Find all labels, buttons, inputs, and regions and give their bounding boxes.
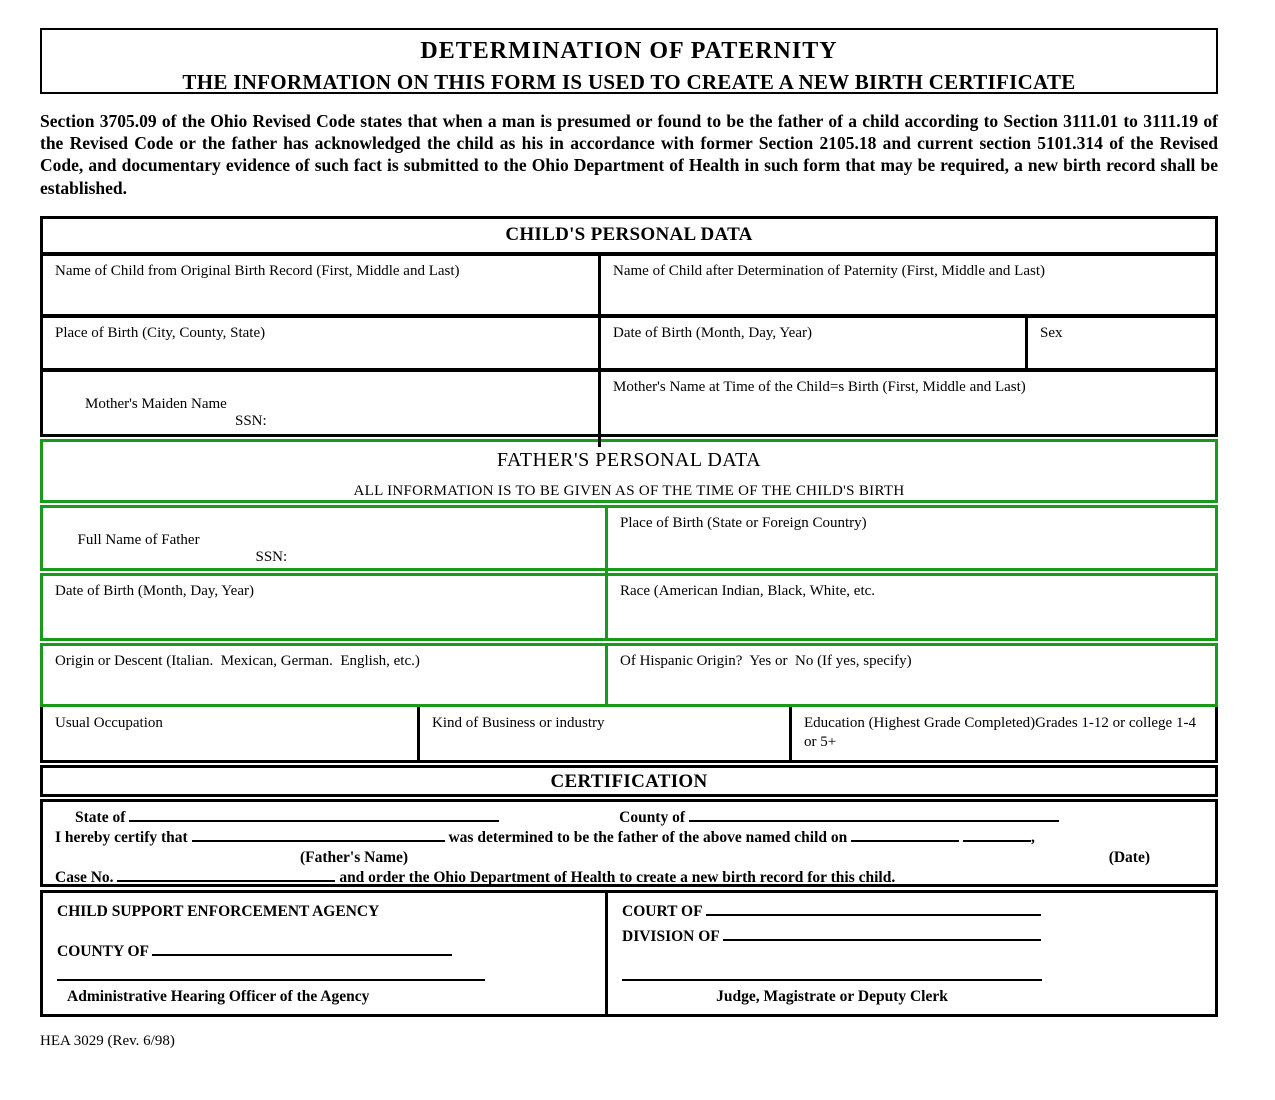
cert-state-county-line xyxy=(55,808,1205,828)
court-of-label: COURT OF xyxy=(622,902,702,920)
father-section-title: FATHER'S PERSONAL DATA xyxy=(496,448,762,471)
field-date-of-birth: Date of Birth (Month, Day, Year) xyxy=(598,318,1025,368)
child-birth-row xyxy=(43,318,1215,368)
field-sex: Sex xyxy=(1025,318,1215,368)
field-mother-maiden-name xyxy=(43,372,598,447)
form-subtitle: THE INFORMATION ON THIS FORM IS USED TO CREATE A NEW BIRTH CERTIFICATE xyxy=(182,70,1076,94)
cert-case-line xyxy=(55,868,1205,888)
county-label: County of xyxy=(619,808,686,826)
signature-section xyxy=(40,890,1218,1017)
county-blank-line xyxy=(689,809,1059,822)
court-signature-group xyxy=(622,968,1201,1006)
field-origin-or-descent: Origin or Descent (Italian. Mexican, German. English, etc.) xyxy=(55,652,420,669)
field-mother-name-at-birth: Mother's Name at Time of the Child=s Birth (First, Middle and Last) xyxy=(598,372,1215,447)
child-personal-data-table xyxy=(40,216,1218,437)
cert-certify-line xyxy=(55,828,1205,848)
father-origin-row xyxy=(40,643,1218,707)
division-of-blank-line xyxy=(723,928,1041,941)
court-of-blank-line xyxy=(706,903,1041,916)
father-section-header xyxy=(40,439,1218,503)
court-box xyxy=(605,893,1215,1014)
agency-signature-caption: Administrative Hearing Officer of the Agency xyxy=(67,987,370,1005)
field-father-race: Race (American Indian, Black, White, etc. xyxy=(605,576,1215,638)
field-kind-of-business: Kind of Business or industry xyxy=(417,707,789,760)
occupation-row xyxy=(40,707,1218,763)
child-section-title: CHILD'S PERSONAL DATA xyxy=(505,223,753,245)
mother-row xyxy=(43,372,1215,434)
form-title: DETERMINATION OF PATERNITY xyxy=(420,38,838,64)
state-label: State of xyxy=(75,808,126,826)
court-of-line xyxy=(622,903,1201,921)
agency-county-label: COUNTY OF xyxy=(57,942,149,960)
field-father-place-of-birth: Place of Birth (State or Foreign Country) xyxy=(605,508,1215,583)
agency-signature-line xyxy=(57,968,485,981)
certify-middle: was determined to be the father of the above named child on xyxy=(448,828,848,846)
state-blank-line xyxy=(129,809,499,822)
intro-paragraph: Section 3705.09 of the Ohio Revised Code states that when a man is presumed or found to be the father of a child according to Section 3111.01 to 3111.19 of the Revised Code or the father has acknowledged the child as his in accordance with former Section 2105.18 and current section 5101.314 of the Revised Code, and documentary evidence of such fact is submitted to the Ohio Department of Health in such form that may be required, a new birth record shall be established. xyxy=(40,111,1218,198)
field-education: Education (Highest Grade Completed)Grades 1-12 or college 1-4 or 5+ xyxy=(789,707,1215,760)
father-name-row xyxy=(40,505,1218,571)
agency-county-line xyxy=(57,943,591,961)
father-dob-race-row xyxy=(40,573,1218,641)
field-name-after: Name of Child after Determination of Paternity (First, Middle and Last) xyxy=(598,256,1215,314)
child-name-row xyxy=(43,256,1215,314)
father-ssn-label: SSN: xyxy=(255,548,288,565)
date-blank-line-1 xyxy=(851,829,959,842)
case-number-blank-line xyxy=(117,869,335,882)
form-number: HEA 3029 (Rev. 6/98) xyxy=(40,1032,175,1049)
certify-prefix: I hereby certify that xyxy=(55,828,188,846)
case-label: Case No. xyxy=(55,868,114,886)
field-name-original: Name of Child from Original Birth Record (First, Middle and Last) xyxy=(55,262,460,279)
court-signature-line xyxy=(622,968,1042,981)
certification-title: CERTIFICATION xyxy=(40,765,1218,797)
title-box xyxy=(40,28,1218,94)
cert-captions-line xyxy=(55,848,1205,868)
father-name-blank-line xyxy=(192,829,445,842)
field-hispanic-origin: Of Hispanic Origin? Yes or No (If yes, specify) xyxy=(605,646,1215,704)
agency-signature-group xyxy=(57,968,591,1006)
field-father-date-of-birth: Date of Birth (Month, Day, Year) xyxy=(55,582,254,599)
division-of-label: DIVISION OF xyxy=(622,927,720,945)
division-of-line xyxy=(622,928,1201,946)
mother-maiden-label: Mother's Maiden Name xyxy=(85,395,227,412)
case-suffix: and order the Ohio Department of Health to create a new birth record for this child. xyxy=(339,868,896,886)
date-caption: (Date) xyxy=(1108,848,1150,866)
father-section-subtitle: ALL INFORMATION IS TO BE GIVEN AS OF THE TIME OF THE CHILD'S BIRTH xyxy=(353,482,905,499)
certify-comma: , xyxy=(1031,828,1035,846)
agency-title: CHILD SUPPORT ENFORCEMENT AGENCY xyxy=(57,902,380,920)
agency-county-blank-line xyxy=(152,943,452,956)
agency-box xyxy=(43,893,605,1014)
field-father-full-name xyxy=(43,508,605,583)
court-signature-caption: Judge, Magistrate or Deputy Clerk xyxy=(716,987,948,1005)
field-place-of-birth: Place of Birth (City, County, State) xyxy=(55,324,266,341)
certification-body xyxy=(40,799,1218,887)
father-name-label: Full Name of Father xyxy=(77,531,200,548)
date-blank-line-2 xyxy=(963,829,1031,842)
field-usual-occupation: Usual Occupation xyxy=(55,714,163,731)
father-name-caption: (Father's Name) xyxy=(300,848,409,866)
mother-ssn-label: SSN: xyxy=(235,412,267,429)
